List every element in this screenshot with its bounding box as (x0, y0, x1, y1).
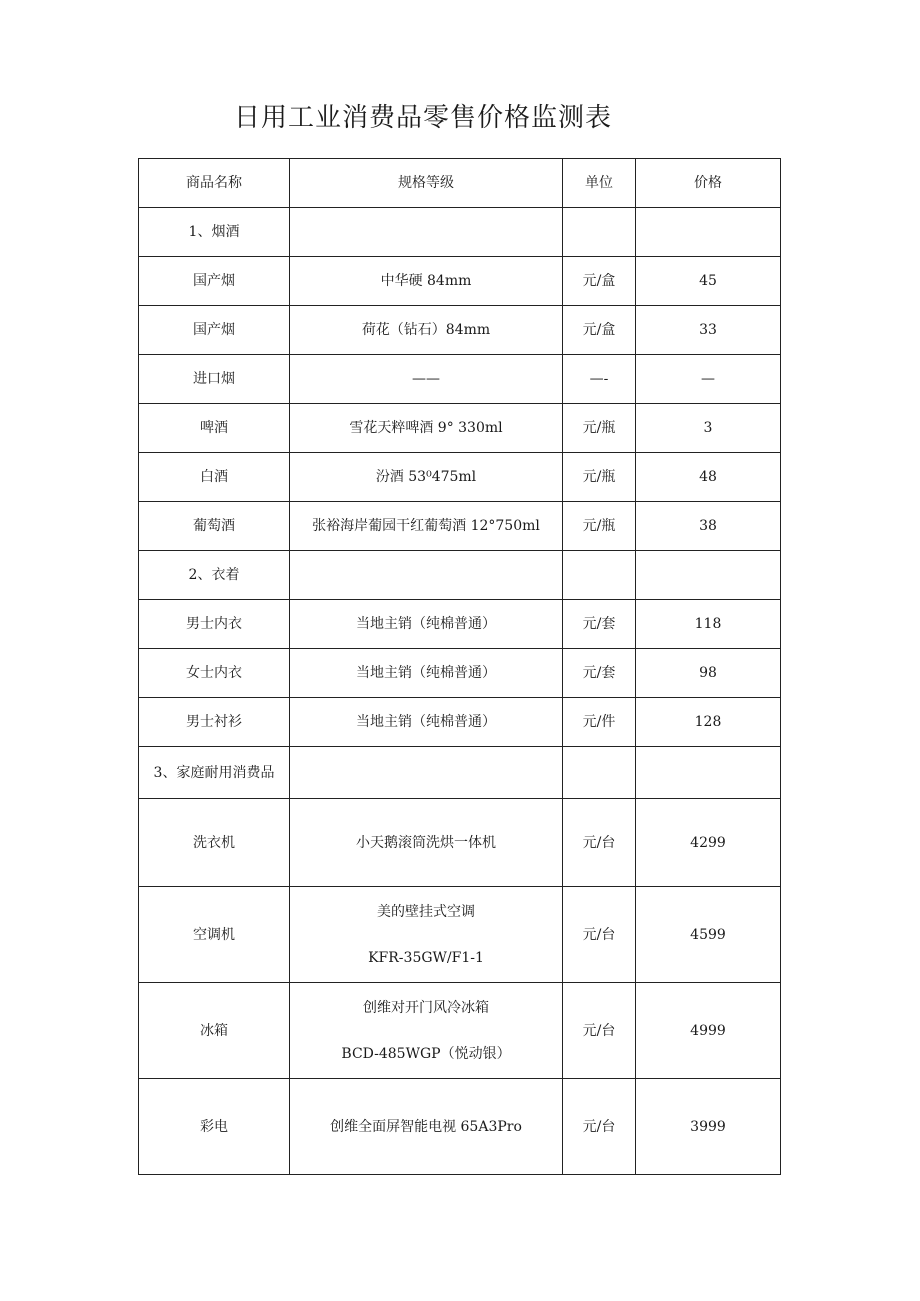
table-row (139, 887, 781, 983)
item-spec-line2: KFR-35GW/F1-1 (368, 949, 484, 966)
item-unit: 元/套 (563, 649, 636, 698)
item-spec-line2: BCD-485WGP（悦动银） (341, 1045, 511, 1062)
item-price: 98 (636, 649, 781, 698)
table-row (139, 799, 781, 887)
item-price: 45 (636, 257, 781, 306)
table-row (139, 257, 781, 306)
item-spec-line1: 美的壁挂式空调 (377, 903, 475, 920)
table-row (139, 404, 781, 453)
item-unit: 元/瓶 (563, 502, 636, 551)
item-spec: 汾酒 53⁰475ml (290, 453, 563, 502)
item-price: — (636, 355, 781, 404)
table-header-row (139, 159, 781, 208)
item-price: 38 (636, 502, 781, 551)
table-row (139, 649, 781, 698)
item-name: 洗衣机 (139, 799, 290, 887)
item-spec (290, 747, 563, 799)
category-label: 1、烟酒 (139, 208, 290, 257)
table-row (139, 747, 781, 799)
item-spec: 当地主销（纯棉普通） (290, 600, 563, 649)
table-row (139, 1079, 781, 1175)
item-name: 彩电 (139, 1079, 290, 1175)
item-price: 128 (636, 698, 781, 747)
table-row (139, 600, 781, 649)
item-price (636, 551, 781, 600)
item-price (636, 747, 781, 799)
table-row (139, 306, 781, 355)
item-unit: 元/瓶 (563, 453, 636, 502)
item-name: 空调机 (139, 887, 290, 983)
header-spec: 规格等级 (290, 159, 563, 208)
item-name: 男士内衣 (139, 600, 290, 649)
item-spec: 当地主销（纯棉普通） (290, 649, 563, 698)
header-name: 商品名称 (139, 159, 290, 208)
item-name: 国产烟 (139, 257, 290, 306)
item-spec (290, 551, 563, 600)
item-name: 啤酒 (139, 404, 290, 453)
item-unit: 元/套 (563, 600, 636, 649)
item-name: 进口烟 (139, 355, 290, 404)
item-spec (290, 983, 563, 1079)
item-price: 4999 (636, 983, 781, 1079)
item-name: 女士内衣 (139, 649, 290, 698)
item-spec (290, 887, 563, 983)
item-unit: 元/台 (563, 983, 636, 1079)
category-label: 2、衣着 (139, 551, 290, 600)
item-unit: 元/台 (563, 799, 636, 887)
table-row (139, 453, 781, 502)
table-row (139, 502, 781, 551)
item-spec: 张裕海岸葡园干红葡萄酒 12°750ml (290, 502, 563, 551)
item-spec: 当地主销（纯棉普通） (290, 698, 563, 747)
item-spec (290, 208, 563, 257)
table-row (139, 355, 781, 404)
item-price: 33 (636, 306, 781, 355)
item-spec-line1: 创维对开门风冷冰箱 (363, 999, 489, 1016)
item-price (636, 208, 781, 257)
item-spec: 创维全面屏智能电视 65A3Pro (290, 1079, 563, 1175)
item-unit: 元/件 (563, 698, 636, 747)
item-price: 4299 (636, 799, 781, 887)
item-name: 冰箱 (139, 983, 290, 1079)
item-price: 48 (636, 453, 781, 502)
item-unit (563, 208, 636, 257)
item-name: 国产烟 (139, 306, 290, 355)
item-unit: 元/盒 (563, 306, 636, 355)
category-label: 3、家庭耐用消费品 (139, 747, 290, 799)
item-unit: —- (563, 355, 636, 404)
item-spec: 中华硬 84mm (290, 257, 563, 306)
item-unit (563, 747, 636, 799)
table-row (139, 983, 781, 1079)
item-unit: 元/台 (563, 887, 636, 983)
item-unit (563, 551, 636, 600)
item-spec: —— (290, 355, 563, 404)
page-title: 日用工业消费品零售价格监测表 (233, 103, 612, 133)
item-name: 男士衬衫 (139, 698, 290, 747)
item-price: 118 (636, 600, 781, 649)
item-unit: 元/台 (563, 1079, 636, 1175)
item-unit: 元/瓶 (563, 404, 636, 453)
item-unit: 元/盒 (563, 257, 636, 306)
item-price: 4599 (636, 887, 781, 983)
header-price: 价格 (636, 159, 781, 208)
item-name: 白酒 (139, 453, 290, 502)
table-row (139, 208, 781, 257)
item-price: 3 (636, 404, 781, 453)
header-unit: 单位 (563, 159, 636, 208)
table-row (139, 698, 781, 747)
table-row (139, 551, 781, 600)
price-table (138, 158, 781, 1175)
item-spec: 荷花（钻石）84mm (290, 306, 563, 355)
item-price: 3999 (636, 1079, 781, 1175)
item-spec: 小天鹅滚筒洗烘一体机 (290, 799, 563, 887)
item-spec: 雪花天粹啤酒 9° 330ml (290, 404, 563, 453)
item-name: 葡萄酒 (139, 502, 290, 551)
